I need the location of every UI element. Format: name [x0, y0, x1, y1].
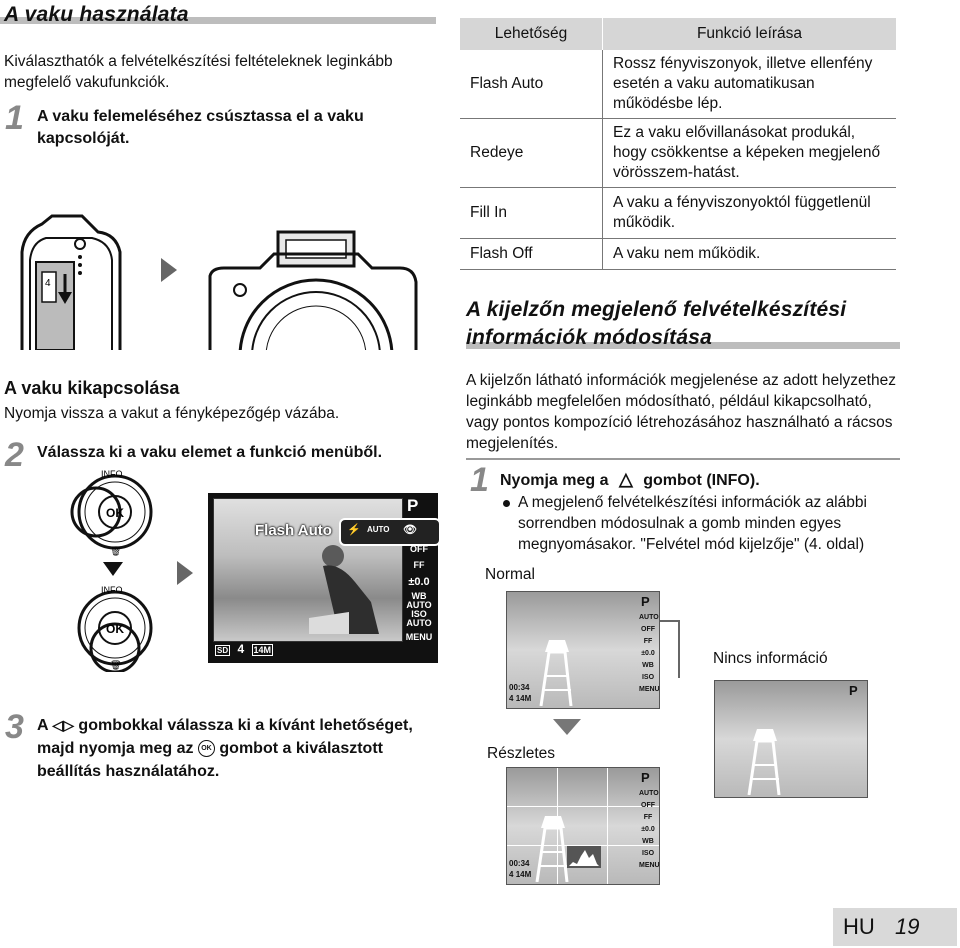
- lcd-mode: P: [407, 496, 419, 515]
- control-dial-bottom: [70, 582, 160, 672]
- lcd-item-1: FF: [413, 560, 425, 570]
- table-option-label: Fill In: [470, 204, 508, 221]
- lcd-detailed-item: WB: [642, 838, 654, 845]
- table-option-label: Flash Off: [470, 245, 533, 262]
- label-normal: Normal: [485, 566, 535, 583]
- triangle-up-icon: △: [618, 469, 633, 489]
- grid-line: [507, 806, 659, 807]
- lcd-normal-items: [639, 612, 660, 696]
- lcd-detailed-item: AUTO: [639, 790, 659, 797]
- info-title-line-2: információk módosítása: [466, 326, 712, 349]
- control-dial-top: [70, 466, 160, 556]
- lcd-normal-item: ISO: [641, 674, 655, 681]
- lcd-normal-mode: P: [641, 594, 650, 609]
- svg-text:4: 4: [45, 278, 51, 289]
- info-step-number: 1: [470, 461, 489, 499]
- step-3-text-b: gombokkal válassza ki a kívánt lehetőséget, majd nyomja meg az: [37, 717, 413, 757]
- lcd-item-0: OFF: [410, 544, 428, 554]
- step-1-text: A vaku felemeléséhez csúsztassa el a vaku kapcsolóját.: [37, 108, 364, 147]
- lcd-normal-item: WB: [642, 662, 654, 669]
- lcd-detailed-item: ISO: [641, 850, 655, 857]
- lcd-item-4: ISO AUTO: [406, 609, 432, 628]
- arrow-right-icon-3: [660, 620, 680, 622]
- lcd-detailed-size: 14M: [515, 870, 532, 879]
- svg-text:INFO: INFO: [101, 585, 123, 595]
- step-1-number: 1: [5, 99, 24, 137]
- lcd-detailed-time: 00:34: [509, 859, 530, 868]
- table-description: Rossz fényviszonyok, illetve ellenfény esetén a vaku automatikusan működésbe lép.: [603, 50, 897, 119]
- lcd-normal-time: 00:34: [509, 683, 530, 692]
- flash-off-text: Nyomja vissza a vakut a fényképezőgép vázába.: [4, 405, 340, 422]
- step-2-number: 2: [5, 436, 24, 474]
- lcd-side-items: [403, 544, 435, 648]
- section-title: A vaku használata: [4, 3, 189, 26]
- svg-text:OK: OK: [106, 506, 124, 520]
- lcd-detailed-item: FF: [643, 814, 653, 821]
- table-option: [460, 50, 603, 119]
- lcd-item-3: WB AUTO: [406, 591, 432, 610]
- step-3-number: 3: [5, 708, 24, 746]
- info-rule-2: [466, 458, 900, 460]
- lcd-normal-item: AUTO: [639, 614, 659, 621]
- info-bullet-text: A megjelenő felvételkészítési információk az alábbi sorrendben módosulnak a gomb minden egyes megnyomásakor. "Felvétel mód kijelzője" (4. oldal): [518, 494, 867, 553]
- flash-options-table: [460, 18, 896, 270]
- lcd-detailed-item: MENU: [639, 862, 660, 869]
- arrow-right-icon-2: [177, 561, 193, 585]
- lifeguard-tower-icon: [535, 632, 575, 706]
- lcd-no-info-mode: P: [849, 683, 858, 698]
- table-header-option: Lehetőség: [460, 18, 603, 50]
- arrow-connector: [678, 620, 680, 678]
- lcd-count: 4: [237, 642, 245, 656]
- lcd-detailed: [506, 767, 660, 885]
- camera-side-illustration: [12, 212, 127, 350]
- table-header-description: Funkció leírása: [603, 18, 897, 50]
- flash-bolt-icon: ⚡: [347, 524, 361, 536]
- page-number: 19: [895, 914, 920, 939]
- lcd-normal-item: ±0.0: [641, 650, 655, 657]
- lcd-flash-options: [339, 518, 441, 546]
- lcd-normal: [506, 591, 660, 709]
- lcd-detailed-mode: P: [641, 770, 650, 785]
- flash-off-title: A vaku kikapcsolása: [4, 378, 180, 398]
- lcd-normal-item: FF: [643, 638, 653, 645]
- svg-text:OK: OK: [106, 622, 124, 636]
- redeye-icon: 👁: [403, 524, 417, 536]
- ok-button-icon: OK: [198, 740, 215, 757]
- histogram-icon: [567, 846, 601, 868]
- lcd-normal-size: 14M: [515, 694, 532, 703]
- table-option: [460, 239, 603, 270]
- lcd-item-2: ±0.0: [408, 576, 430, 588]
- table-option: [460, 188, 603, 239]
- lcd-person-silhouette: [309, 542, 397, 638]
- lcd-main-screen: [208, 493, 438, 663]
- table-description: A vaku a fényviszonyoktól függetlenül működik.: [603, 188, 897, 239]
- arrow-down-icon: [103, 562, 123, 576]
- lcd-item-5: MENU: [405, 632, 433, 642]
- svg-text:🗑: 🗑: [110, 546, 122, 556]
- lcd-flash-label: Flash Auto: [255, 522, 332, 539]
- svg-text:🗑: 🗑: [110, 660, 122, 670]
- lcd-normal-item: OFF: [641, 626, 655, 633]
- camera-front-illustration: [200, 228, 440, 350]
- lcd-sd: SD: [217, 646, 229, 655]
- svg-text:INFO: INFO: [101, 469, 123, 479]
- step-3-text-c: gombot a kiválasztott beállítás használatához.: [37, 740, 383, 780]
- lcd-normal-count: 4: [509, 694, 514, 703]
- lcd-normal-item: MENU: [639, 686, 660, 693]
- table-option-label: Redeye: [470, 144, 524, 161]
- intro-text: Kiválaszthatók a felvételkészítési feltételeknek leginkább megfelelő vakufunkciók.: [4, 53, 393, 91]
- label-detailed: Részletes: [487, 745, 556, 762]
- lcd-detailed-items: [639, 788, 660, 872]
- arrow-down-icon-2: [553, 719, 581, 735]
- table-option-label: Flash Auto: [470, 75, 544, 92]
- info-step-text: [500, 468, 760, 492]
- lcd-detailed-item: OFF: [641, 802, 655, 809]
- lifeguard-tower-icon: [531, 808, 571, 882]
- table-option: [460, 119, 603, 188]
- lcd-flash-auto-icon: AUTO: [367, 525, 390, 534]
- info-title-line-1: A kijelzőn megjelenő felvételkészítési: [466, 298, 847, 321]
- table-description: Ez a vaku elővillanásokat produkál, hogy csökkentse a képeken megjelenő vörösszem-hatást.: [603, 119, 897, 188]
- lifeguard-tower-icon: [743, 721, 783, 795]
- page-language: HU: [843, 914, 875, 939]
- lcd-bottom-bar: [215, 642, 273, 656]
- lcd-size: 14M: [253, 645, 272, 655]
- info-section-title: [466, 296, 846, 352]
- info-step-text-a: Nyomja meg a: [500, 472, 609, 489]
- grid-line: [607, 768, 608, 884]
- arrow-right-icon: [161, 258, 177, 282]
- lcd-detailed-count: 4: [509, 870, 514, 879]
- lcd-detailed-item: ±0.0: [641, 826, 655, 833]
- label-no-info: Nincs információ: [713, 650, 828, 667]
- bullet-dot-icon: [503, 500, 510, 507]
- info-step-text-b: gombot (INFO).: [643, 472, 760, 489]
- lcd-normal-bottom: [509, 682, 531, 704]
- step-3-text: [37, 714, 437, 783]
- step-2-text: Válassza ki a vaku elemet a funkció menüből.: [37, 444, 383, 461]
- table-description: A vaku nem működik.: [603, 239, 897, 270]
- left-right-arrows-icon: ◁▷: [52, 717, 74, 733]
- lcd-no-info: [714, 680, 868, 798]
- step-3-text-a: A: [37, 717, 48, 734]
- info-intro-text: A kijelzőn látható információk megjelenése az adott helyzethez leginkább megfelelően módosítható, például kikapcsolható, vagy pontos kompozíció létrehozásához használható a rácsos megjelenítés.: [466, 372, 896, 452]
- lcd-detailed-bottom: [509, 858, 531, 880]
